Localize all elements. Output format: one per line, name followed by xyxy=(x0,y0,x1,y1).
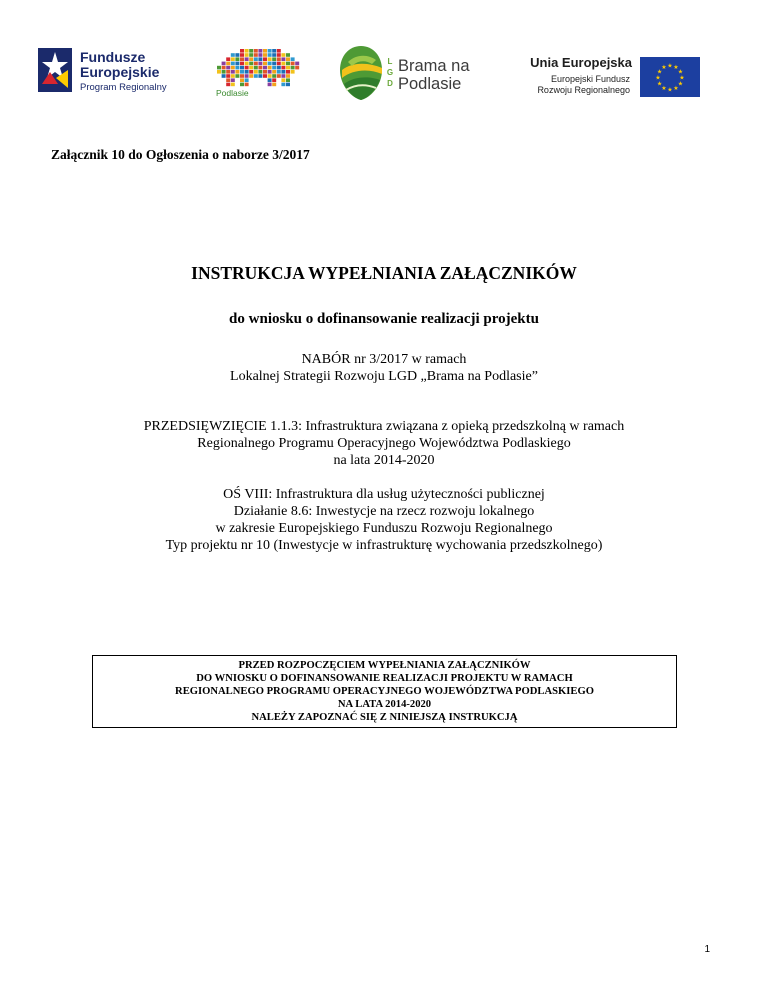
bison-tile xyxy=(277,70,281,74)
recruitment-line: NABÓR nr 3/2017 w ramach xyxy=(301,352,467,367)
bison-tile xyxy=(281,74,285,78)
bison-tile xyxy=(272,74,276,78)
bison-tile xyxy=(281,78,285,82)
bison-tile xyxy=(240,70,244,74)
bison-tile xyxy=(222,70,226,74)
bison-tile xyxy=(272,83,276,87)
bison-tile xyxy=(217,66,221,70)
bison-tile xyxy=(272,78,276,82)
bison-tile xyxy=(231,74,235,78)
bison-tile xyxy=(277,53,281,57)
bison-tile xyxy=(277,49,281,53)
bison-tile xyxy=(226,66,230,70)
bison-tile xyxy=(258,57,262,61)
bison-tile xyxy=(249,66,253,70)
bison-tile xyxy=(235,57,239,61)
bison-tile xyxy=(258,62,262,66)
eu-logo xyxy=(518,55,700,99)
bison-tile xyxy=(254,49,258,53)
bison-tile xyxy=(245,49,249,53)
bison-tile xyxy=(254,74,258,78)
bison-tile xyxy=(245,66,249,70)
fundusze-line1: Fundusze xyxy=(80,49,146,65)
bison-tile xyxy=(240,49,244,53)
bison-tile xyxy=(245,78,249,82)
bison-tile xyxy=(240,83,244,87)
bison-tile xyxy=(222,66,226,70)
bison-tile xyxy=(286,66,290,70)
fundusze-europejskie-logo xyxy=(38,48,188,98)
bison-tile xyxy=(249,74,253,78)
undertaking-line: PRZEDSIĘWZIĘCIE 1.1.3: Infrastruktura związana z opieką przedszkolną w ramach xyxy=(143,419,625,434)
bison-tile xyxy=(263,74,267,78)
bison-tile xyxy=(240,74,244,78)
bison-tile xyxy=(258,53,262,57)
brama-lgd-d: D xyxy=(387,79,393,88)
bison-tile xyxy=(268,62,272,66)
bison-tile xyxy=(245,70,249,74)
bison-tile xyxy=(254,62,258,66)
bison-tile xyxy=(258,66,262,70)
bison-tile xyxy=(231,66,235,70)
eu-line2: Europejski Fundusz xyxy=(550,74,630,84)
brama-hills-icon xyxy=(338,44,384,102)
bison-tile xyxy=(231,57,235,61)
bison-tile xyxy=(263,70,267,74)
eu-star-icon: ★ xyxy=(667,87,673,94)
eu-star-icon: ★ xyxy=(673,65,679,72)
document-title: INSTRUKCJA WYPEŁNIANIA ZAŁĄCZNIKÓW xyxy=(191,263,577,283)
bison-tile xyxy=(268,74,272,78)
fundusze-line2: Europejskie xyxy=(80,64,160,80)
undertaking-line: Regionalnego Programu Operacyjnego Województwa Podlaskiego xyxy=(197,436,571,451)
brama-lgd-l: L xyxy=(387,57,393,66)
bison-tile xyxy=(226,78,230,82)
bison-tile xyxy=(291,57,295,61)
bison-tile xyxy=(263,53,267,57)
axis-line: Działanie 8.6: Inwestycje na rzecz rozwoju lokalnego xyxy=(233,504,535,519)
bison-tile xyxy=(226,57,230,61)
bison-tile xyxy=(295,66,299,70)
fundusze-star-icon xyxy=(38,48,72,92)
bison-tile xyxy=(272,62,276,66)
bison-tile xyxy=(249,53,253,57)
eu-flag-icon xyxy=(640,57,700,97)
bison-tile xyxy=(226,70,230,74)
bison-tile xyxy=(235,66,239,70)
bison-tile xyxy=(272,49,276,53)
bison-tile xyxy=(245,62,249,66)
bison-tile xyxy=(263,57,267,61)
bison-tile xyxy=(240,78,244,82)
notice-line: NALEŻY ZAPOZNAĆ SIĘ Z NINIEJSZĄ INSTRUKCJĄ xyxy=(251,712,518,723)
bison-tile xyxy=(249,62,253,66)
eu-star-icon: ★ xyxy=(677,69,684,76)
eu-star-icon: ★ xyxy=(661,65,667,72)
bison-tile xyxy=(277,74,281,78)
bison-tile xyxy=(222,74,226,78)
bison-tile xyxy=(249,49,253,53)
bison-tile xyxy=(240,57,244,61)
annex-heading: Załącznik 10 do Ogłoszenia o naborze 3/2017 xyxy=(51,147,310,162)
bison-tile xyxy=(268,49,272,53)
bison-tile xyxy=(263,66,267,70)
bison-tile xyxy=(240,66,244,70)
brama-name-line1: Brama na xyxy=(398,57,470,75)
bison-tile xyxy=(291,70,295,74)
bison-tile xyxy=(235,74,239,78)
bison-tile xyxy=(245,74,249,78)
eu-star-icon: ★ xyxy=(656,69,663,76)
bison-tile xyxy=(231,83,235,87)
bison-tile xyxy=(231,62,235,66)
podlasie-label: Podlasie xyxy=(216,88,249,98)
bison-tile xyxy=(240,62,244,66)
brama-lgd-letters xyxy=(386,56,394,89)
page-number: 1 xyxy=(704,944,710,955)
recruitment-line: Lokalnej Strategii Rozwoju LGD „Brama na Podlasie” xyxy=(230,369,538,384)
bison-tile xyxy=(226,62,230,66)
bison-tile xyxy=(217,70,221,74)
bison-tile xyxy=(235,70,239,74)
bison-tile xyxy=(286,78,290,82)
notice-line: REGIONALNEGO PROGRAMU OPERACYJNEGO WOJEWÓDZTWA PODLASKIEGO xyxy=(175,686,594,697)
bison-tile xyxy=(240,53,244,57)
bison-tile xyxy=(258,49,262,53)
bison-tile xyxy=(231,78,235,82)
recruitment-info xyxy=(0,351,768,385)
bison-tile xyxy=(268,57,272,61)
eu-star-icon: ★ xyxy=(667,63,673,70)
bison-tile xyxy=(286,57,290,61)
notice-line: PRZED ROZPOCZĘCIEM WYPEŁNIANIA ZAŁĄCZNIKÓW xyxy=(238,660,531,671)
eu-star-icon: ★ xyxy=(661,85,667,92)
bison-tile xyxy=(281,66,285,70)
bison-tile xyxy=(281,53,285,57)
header-logos xyxy=(0,0,768,110)
brama-logo xyxy=(338,44,468,102)
bison-tile xyxy=(222,62,226,66)
bison-tile xyxy=(268,53,272,57)
fundusze-line3: Program Regionalny xyxy=(80,82,167,93)
axis-info xyxy=(0,486,768,554)
bison-tile xyxy=(272,66,276,70)
bison-tile xyxy=(249,70,253,74)
bison-tile xyxy=(235,62,239,66)
bison-tile xyxy=(263,62,267,66)
bison-tile xyxy=(254,53,258,57)
bison-tile xyxy=(272,70,276,74)
podlasie-logo xyxy=(213,48,308,102)
bison-tile xyxy=(272,57,276,61)
bison-tile xyxy=(254,66,258,70)
bison-tile xyxy=(268,78,272,82)
bison-tile xyxy=(258,70,262,74)
bison-tile xyxy=(281,62,285,66)
notice-line: DO WNIOSKU O DOFINANSOWANIE REALIZACJI PROJEKTU W RAMACH xyxy=(196,673,573,684)
eu-line1: Unia Europejska xyxy=(530,55,632,70)
bison-tile xyxy=(226,74,230,78)
eu-star-icon: ★ xyxy=(656,81,663,88)
notice-box xyxy=(92,655,677,728)
bison-tile xyxy=(295,62,299,66)
bison-tile xyxy=(286,62,290,66)
axis-line: w zakresie Europejskiego Funduszu Rozwoju Regionalnego xyxy=(215,521,553,536)
bison-tile xyxy=(231,53,235,57)
bison-tile xyxy=(245,83,249,87)
bison-tile xyxy=(245,53,249,57)
bison-tile xyxy=(254,57,258,61)
bison-tile xyxy=(231,70,235,74)
bison-tile xyxy=(268,70,272,74)
bison-tile xyxy=(249,57,253,61)
bison-tile xyxy=(263,49,267,53)
document-subtitle: do wniosku o dofinansowanie realizacji projektu xyxy=(229,311,539,327)
bison-tile xyxy=(268,83,272,87)
brama-name-line2: Podlasie xyxy=(398,75,462,93)
eu-star-icon: ★ xyxy=(655,75,661,82)
undertaking-info xyxy=(0,418,768,469)
bison-tile xyxy=(277,62,281,66)
bison-tile xyxy=(268,66,272,70)
bison-tile xyxy=(258,74,262,78)
axis-line: OŚ VIII: Infrastruktura dla usług użyteczności publicznej xyxy=(223,487,545,502)
axis-line: Typ projektu nr 10 (Inwestycje w infrastrukturę wychowania przedszkolnego) xyxy=(165,538,603,553)
bison-tile xyxy=(291,66,295,70)
bison-tile xyxy=(277,57,281,61)
brama-name xyxy=(398,57,470,93)
bison-tile xyxy=(291,62,295,66)
eu-line3: Rozwoju Regionalnego xyxy=(537,85,630,95)
notice-line: NA LATA 2014-2020 xyxy=(337,699,432,710)
bison-tile xyxy=(235,53,239,57)
undertaking-line: na lata 2014-2020 xyxy=(333,453,435,468)
bison-tile xyxy=(286,83,290,87)
bison-tile xyxy=(286,53,290,57)
bison-tile xyxy=(272,53,276,57)
bison-tile xyxy=(254,70,258,74)
bison-tile xyxy=(281,70,285,74)
bison-tile xyxy=(226,83,230,87)
bison-tile xyxy=(286,74,290,78)
bison-tile xyxy=(245,57,249,61)
brama-lgd-g: G xyxy=(386,68,394,77)
eu-star-icon: ★ xyxy=(677,81,684,88)
eu-star-icon: ★ xyxy=(673,85,679,92)
bison-tile xyxy=(281,57,285,61)
bison-tile xyxy=(281,83,285,87)
eu-star-icon: ★ xyxy=(679,75,685,82)
bison-tile xyxy=(286,70,290,74)
bison-tile xyxy=(277,66,281,70)
